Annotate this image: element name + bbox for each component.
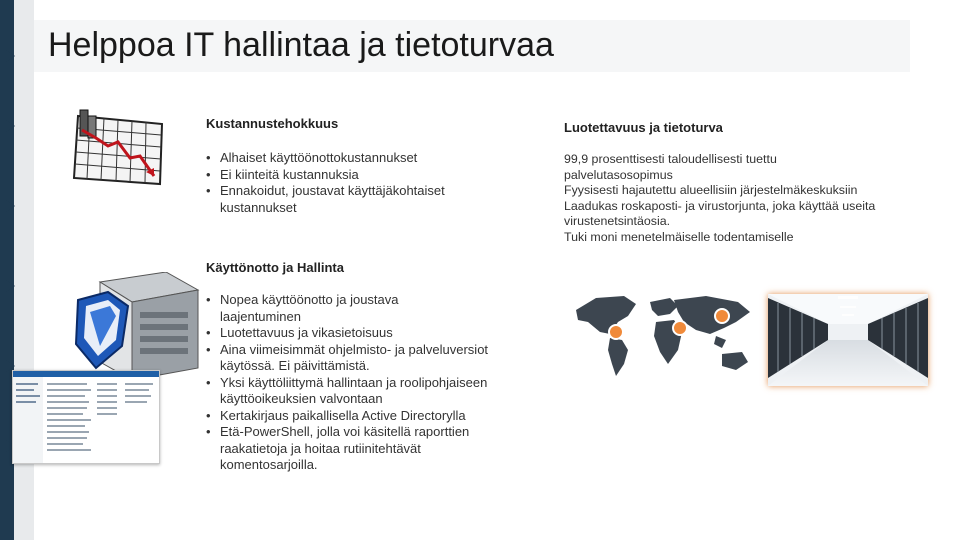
reliability-line: 99,9 prosenttisesti taloudellisesti tuettu palvelutasosopimus	[564, 152, 777, 182]
admin-console-thumbnail	[12, 370, 160, 464]
reliability-text	[564, 152, 924, 245]
datacenter-photo	[768, 294, 928, 386]
list-item: • Etä-PowerShell, jolla voi käsitellä raporttien raakatietoja ja hoitaa rutiinitehtävät komentosarjoilla.	[206, 424, 506, 474]
chevron-icon	[6, 120, 15, 132]
chevron-icon	[6, 50, 15, 62]
chevron-icon	[6, 280, 15, 292]
list-item: • Ennakoidut, joustavat käyttäjäkohtaiset kustannukset	[206, 183, 446, 216]
list-item: • Alhaiset käyttöönottokustannukset	[206, 150, 446, 167]
declining-chart-icon	[70, 106, 170, 188]
reliability-line: Fyysisesti hajautettu alueellisiin järjestelmäkeskuksiin	[564, 183, 858, 197]
world-map-icon	[566, 292, 756, 378]
list-item: • Yksi käyttöliittymä hallintaan ja roolipohjaiseen käyttöoikeuksien valvontaan	[206, 375, 536, 408]
slide-title: Helppoa IT hallintaa ja tietoturvaa	[48, 26, 554, 64]
reliability-line: Tuki moni menetelmäiselle todentamiselle	[564, 229, 794, 244]
deployment-list	[206, 292, 536, 474]
server-shield-icon	[70, 272, 202, 382]
list-item: • Luotettavuus ja vikasietoisuus	[206, 325, 536, 342]
chevron-icon	[6, 200, 15, 212]
deployment-heading: Käyttönotto ja Hallinta	[206, 260, 344, 275]
list-item: • Ei kiinteitä kustannuksia	[206, 167, 446, 184]
list-item: • Nopea käyttöönotto ja joustava laajentuminen	[206, 292, 466, 325]
reliability-heading: Luotettavuus ja tietoturva	[564, 120, 723, 135]
cost-efficiency-heading: Kustannustehokkuus	[206, 116, 339, 131]
list-item: • Aina viimeisimmät ohjelmisto- ja palveluversiot käytössä. Ei päivittämistä.	[206, 342, 506, 375]
list-item: • Kertakirjaus paikallisella Active Directorylla	[206, 408, 536, 425]
reliability-line: Laadukas roskaposti- ja virustorjunta, joka käyttää useita virustenetsintäosia.	[564, 198, 876, 228]
cost-efficiency-list	[206, 150, 446, 216]
